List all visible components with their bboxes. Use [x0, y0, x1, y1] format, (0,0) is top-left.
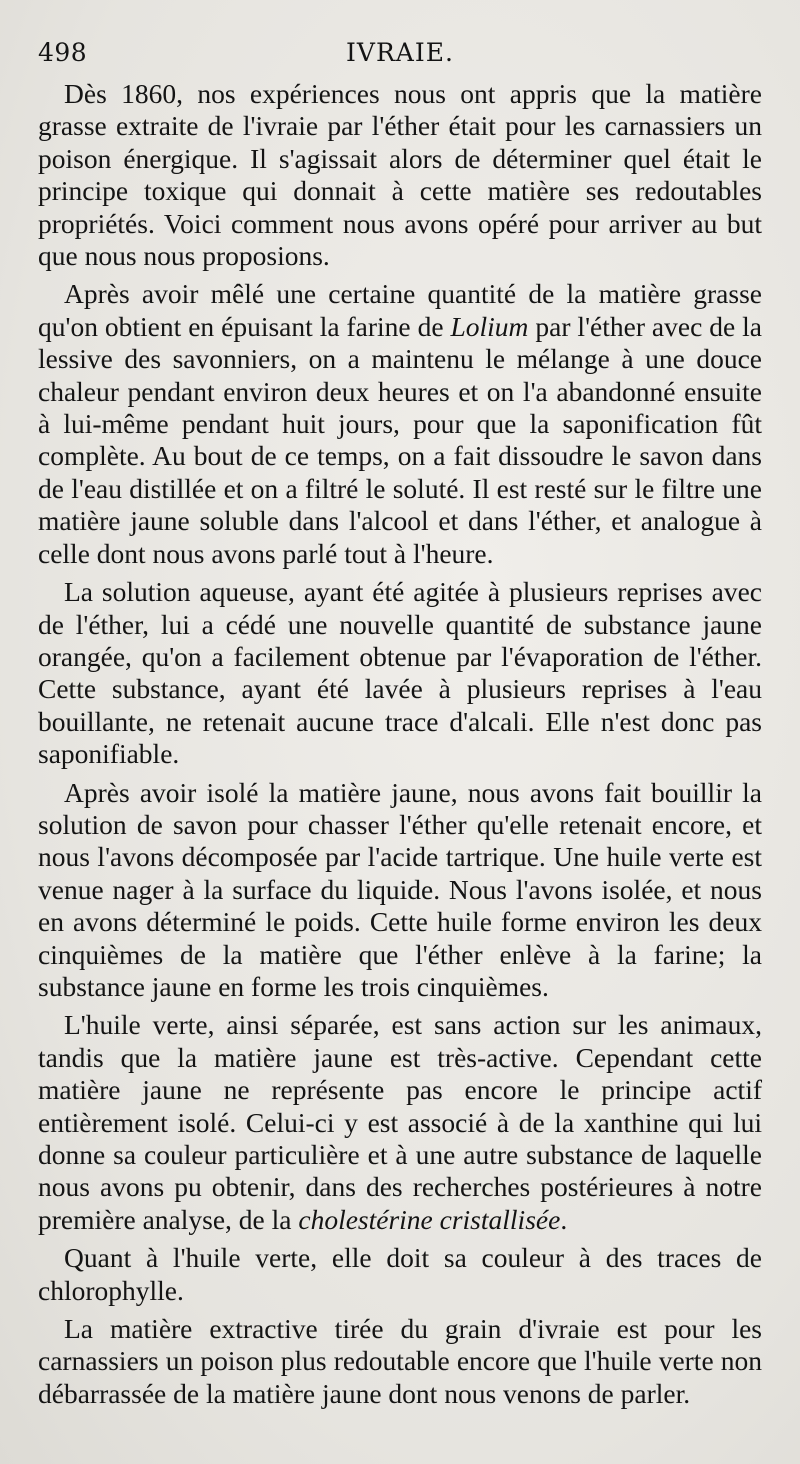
paragraph-2-italic: Lolium — [450, 310, 529, 342]
paragraph-5-text-a: L'huile verte, ainsi séparée, est sans action sur les animaux, tandis que la matière jaune est très-active. Cependant cette matière jaune ne représente pas encore le principe actif entièrement isolé. Celui-ci y est associé à de la xanthine qui lui donne sa couleur particulière et à une autre substance de laquelle nous avons pu obtenir, dans des recherches postérieures à notre première analyse, de la — [38, 1009, 762, 1235]
body-text — [38, 78, 762, 1410]
running-title: IVRAIE. — [346, 38, 454, 67]
paragraph-5-text-b: . — [560, 1203, 568, 1235]
paragraph-7: La matière extractive tirée du grain d'ivraie est pour les carnassiers un poison plus redoutable encore que l'huile verte non débarrassée de la matière jaune dont nous venons de parler. — [38, 1313, 762, 1409]
paragraph-5 — [38, 1009, 762, 1236]
paragraph-2-text-b: par l'éther avec de la lessive des savonniers, on a maintenu le mélange à une douce chaleur pendant environ deux heures et on l'a abandonné ensuite à lui-même pendant huit jours, pour que la saponification fût complète. Au bout de ce temps, on a fait dissoudre le savon dans de l'eau distillée et on a filtré le soluté. Il est resté sur le filtre une matière jaune soluble dans l'alcool et dans l'éther, et analogue à celle dont nous avons parlé tout à l'heure. — [38, 310, 762, 569]
page-number: 498 — [38, 38, 88, 67]
paragraph-6: Quant à l'huile verte, elle doit sa couleur à des traces de chlorophylle. — [38, 1242, 762, 1306]
paragraph-5-italic: cholestérine cristallisée — [298, 1203, 561, 1235]
paragraph-3: La solution aqueuse, ayant été agitée à plusieurs reprises avec de l'éther, lui a cédé une nouvelle quantité de substance jaune orangée, qu'on a facilement obtenue par l'évaporation de l'éther. Cette substance, ayant été lavée à plusieurs reprises à l'eau bouillante, ne retenait aucune trace d'alcali. Elle n'est donc pas saponifiable. — [38, 576, 762, 770]
running-head — [38, 28, 762, 78]
paragraph-2-text-a: Après avoir mêlé une certaine quantité de la matière grasse qu'on obtient en épuisant la farine de — [38, 278, 762, 342]
paragraph-4: Après avoir isolé la matière jaune, nous avons fait bouillir la solution de savon pour chasser l'éther qu'elle retenait encore, et nous l'avons décomposée par l'acide tartrique. Une huile verte est venue nager à la surface du liquide. Nous l'avons isolée, et nous en avons déterminé le poids. Cette huile forme environ les deux cinquièmes de la matière que l'éther enlève à la farine; la substance jaune en forme les trois cinquièmes. — [38, 776, 762, 1002]
paragraph-2 — [38, 278, 762, 570]
paragraph-1: Dès 1860, nos expériences nous ont appris que la matière grasse extraite de l'ivraie par l'éther était pour les carnassiers un poison énergique. Il s'agissait alors de déterminer quel était le principe toxique qui donnait à cette matière ses redoutables propriétés. Voici comment nous avons opéré pour arriver au but que nous nous proposions. — [38, 78, 762, 272]
